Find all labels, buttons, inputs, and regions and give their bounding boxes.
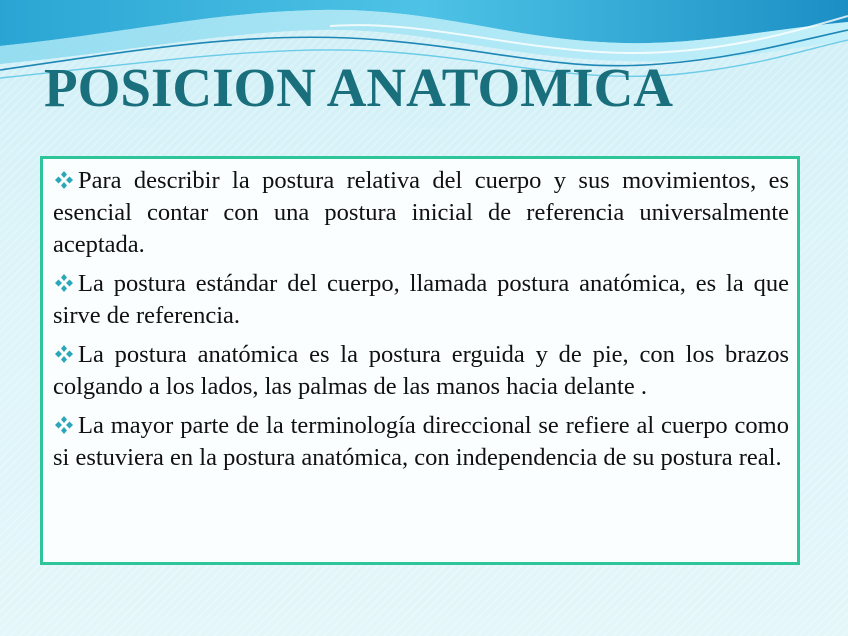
bullet-item-1 xyxy=(53,165,789,261)
bullet-item-3 xyxy=(53,339,789,403)
bullet-text: La postura estándar del cuerpo, llamada postura anatómica, es la que sirve de referencia. xyxy=(53,270,789,329)
content-box xyxy=(40,156,800,565)
diamond-bullet-icon xyxy=(53,170,75,190)
slide-title: POSICION ANATOMICA xyxy=(44,57,674,118)
diamond-bullet-icon xyxy=(53,415,75,435)
bullet-item-2 xyxy=(53,268,789,332)
bullet-text: Para describir la postura relativa del cuerpo y sus movimientos, es esencial contar con una postura inicial de referencia universalmente aceptada. xyxy=(53,167,789,258)
diamond-bullet-icon xyxy=(53,273,75,293)
bullet-text: La mayor parte de la terminología direccional se refiere al cuerpo como si estuviera en la postura anatómica, con independencia de su postura real. xyxy=(53,412,789,471)
bullet-item-4 xyxy=(53,410,789,474)
diamond-bullet-icon xyxy=(53,344,75,364)
bullet-text: La postura anatómica es la postura erguida y de pie, con los brazos colgando a los lados, las palmas de las manos hacia delante . xyxy=(53,341,789,400)
